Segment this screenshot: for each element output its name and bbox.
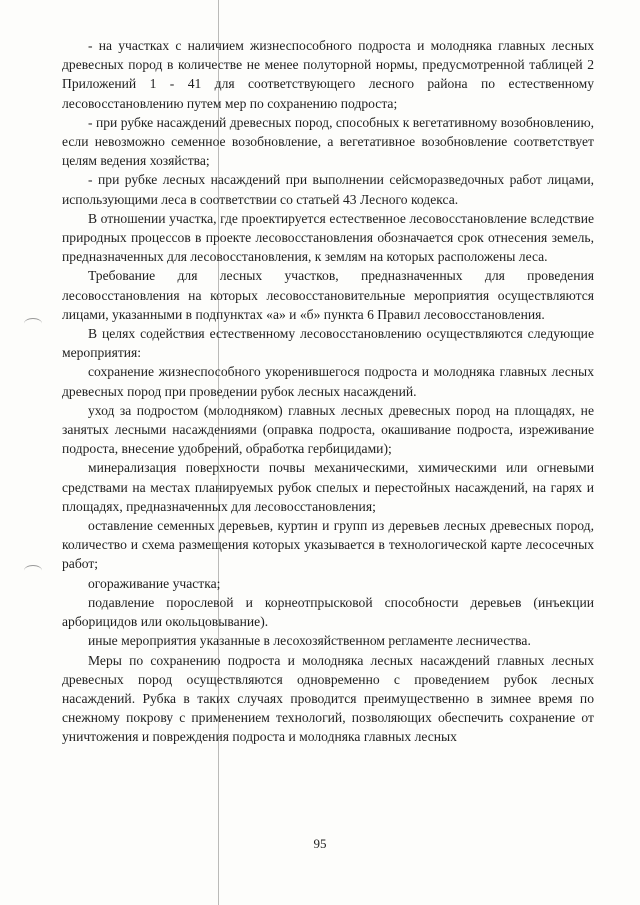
paragraph: В целях содействия естественному лесовосстановлению осуществляются следующие мероприятия: <box>62 326 594 361</box>
page-number: 95 <box>313 836 327 851</box>
paragraph: минерализация поверхности почвы механическими, химическими или огневыми средствами на местах планируемых рубок спелых и перестойных насаждений, на гарях и площадях, предназначенных для лесовосстановления; <box>62 460 594 514</box>
paragraph: уход за подростом (молодняком) главных лесных древесных пород на площадях, не занятых лесными насаждениями (оправка подроста, окашивание подроста, изреживание подроста, внесение удобрений, обработка гербицидами); <box>62 402 594 457</box>
binding-hole-mark <box>24 318 42 329</box>
paragraph: огораживание участка; <box>88 575 221 591</box>
paragraph: сохранение жизнеспособного укоренившегося подроста и молодняка главных лесных древесных пород при проведении рубок лесных насаждений. <box>62 364 594 399</box>
paragraph: Меры по сохранению подроста и молодняка лесных насаждений главных лесных древесных пород осуществляются одновременно с проведением рубок лесных насаждений. Рубка в таких случаях проводится преимущественно в зимнее время по снежному покрову с применением технологий, позволяющих обеспечить сохранение от уничтожения и повреждения подроста и молодняка главных лесных <box>62 652 594 745</box>
paragraph: В отношении участка, где проектируется естественное лесовосстановление вследствие природных процессов в проекте лесовосстановления обозначается срок отнесения земель, предназначенных для лесовосстановления, к землям на которых расположены леса. <box>62 210 594 265</box>
binding-hole-mark <box>24 565 42 576</box>
paragraph: Требование для лесных участков, предназначенных для проведения лесовосстановления на которых лесовосстановительные мероприятия осуществляются лицами, указанными в подпунктах «а» и «б» пункта 6 Правил лесовосстановления. <box>62 268 594 322</box>
paragraph: иные мероприятия указанные в лесохозяйственном регламенте лесничества. <box>88 633 531 649</box>
paragraph: - на участках с наличием жизнеспособного подроста и молодняка главных лесных древесных пород в количестве не менее полуторной нормы, предусмотренной таблицей 2 Приложений 1 - 41 для соответствующего лесного района по естественному лесовосстановлению путем мер по сохранению подроста; <box>62 38 594 111</box>
paragraph: оставление семенных деревьев, куртин и групп из деревьев лесных древесных пород, количество и схема размещения которых указывается в технологической карте лесосечных работ; <box>62 518 594 572</box>
paragraph: - при рубке насаждений древесных пород, способных к вегетативному возобновлению, если невозможно семенное возобновление, а вегетативное возобновление соответствует целям ведения хозяйства; <box>62 114 594 169</box>
paragraph: - при рубке лесных насаждений при выполнении сейсморазведочных работ лицами, использующими леса в соответствии со статьей 43 Лесного кодекса. <box>62 172 594 207</box>
paragraph: подавление порослевой и корнеотпрысковой способности деревьев (инъекции арборицидов или окольцовывание). <box>62 594 594 630</box>
document-body <box>62 36 594 747</box>
